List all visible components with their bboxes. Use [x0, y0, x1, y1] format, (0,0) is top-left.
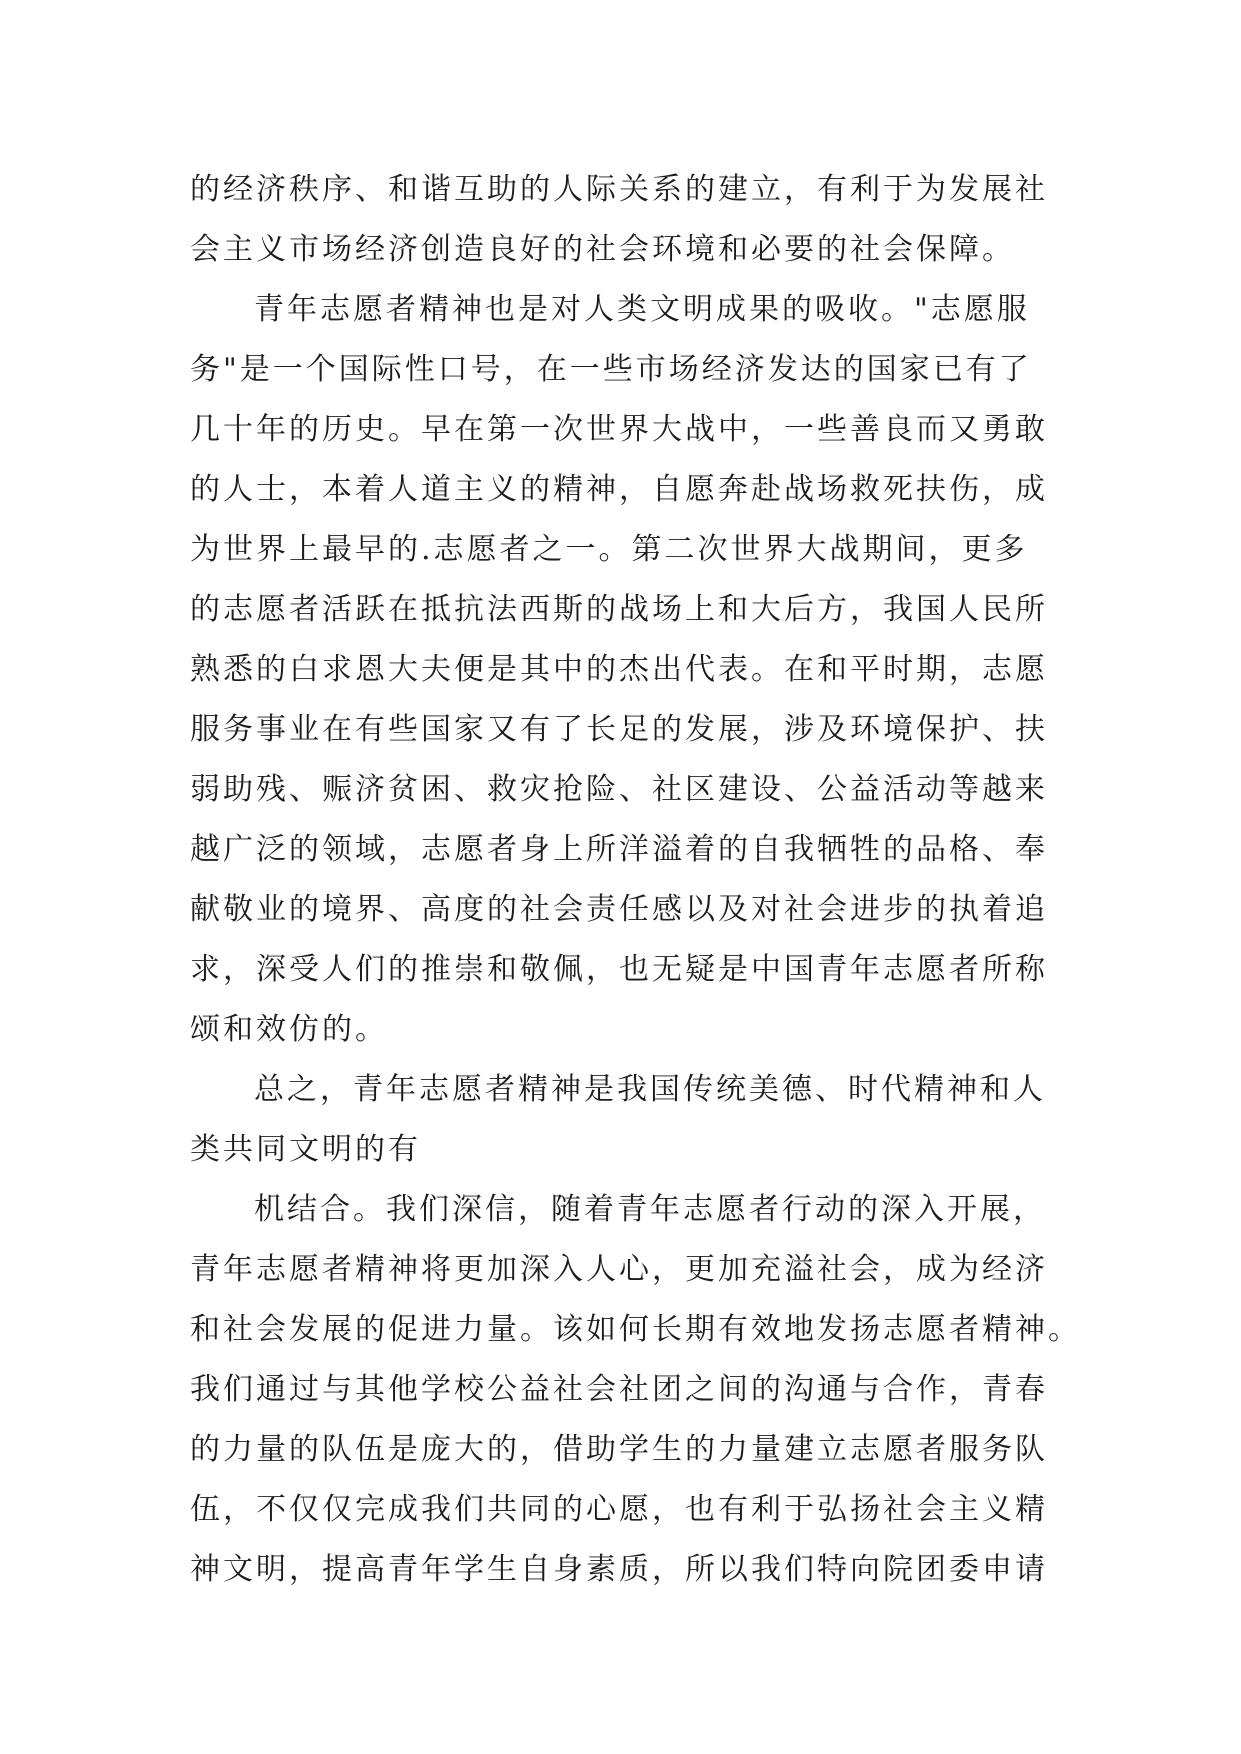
text-line: 务"是一个国际性口号，在一些市场经济发达的国家已有了	[190, 352, 1032, 387]
text-line: 我们通过与其他学校公益社会社团之间的沟通与合作，青春	[190, 1372, 1048, 1407]
text-line: 熟悉的白求恩大夫便是其中的杰出代表。在和平时期，志愿	[190, 652, 1048, 687]
paragraph-start-line: 青年志愿者精神也是对人类文明成果的吸收。"志愿服	[254, 292, 1030, 327]
text-line: 神文明，提高青年学生自身素质，所以我们特向院团委申请	[190, 1552, 1048, 1587]
text-line: 伍，不仅仅完成我们共同的心愿，也有利于弘扬社会主义精	[190, 1492, 1048, 1527]
text-line: 献敬业的境界、高度的社会责任感以及对社会进步的执着追	[190, 892, 1048, 927]
paragraph-start-line: 机结合。我们深信，随着青年志愿者行动的深入开展，	[254, 1192, 1046, 1227]
paragraph-start-line: 总之，青年志愿者精神是我国传统美德、时代精神和人	[254, 1072, 1046, 1107]
text-line: 和社会发展的促进力量。该如何长期有效地发扬志愿者精神。	[190, 1312, 1081, 1347]
text-line: 越广泛的领域，志愿者身上所洋溢着的自我牺牲的品格、奉	[190, 832, 1048, 867]
text-line: 的人士，本着人道主义的精神，自愿奔赴战场救死扶伤，成	[190, 472, 1048, 507]
text-line: 会主义市场经济创造良好的社会环境和必要的社会保障。	[190, 232, 1015, 267]
text-line: 服务事业在有些国家又有了长足的发展，涉及环境保护、扶	[190, 712, 1048, 747]
text-line: 的志愿者活跃在抵抗法西斯的战场上和大后方，我国人民所	[190, 592, 1048, 627]
text-line: 颂和效仿的。	[190, 1012, 388, 1047]
text-line: 求，深受人们的推崇和敬佩，也无疑是中国青年志愿者所称	[190, 952, 1048, 987]
text-line: 的经济秩序、和谐互助的人际关系的建立，有利于为发展社	[190, 172, 1048, 207]
text-line: 几十年的历史。早在第一次世界大战中，一些善良而又勇敢	[190, 412, 1048, 447]
text-line: 青年志愿者精神将更加深入人心，更加充溢社会，成为经济	[190, 1252, 1048, 1287]
text-line: 类共同文明的有	[190, 1132, 421, 1167]
text-line: 弱助残、赈济贫困、救灾抢险、社区建设、公益活动等越来	[190, 772, 1048, 807]
text-line: 为世界上最早的.志愿者之一。第二次世界大战期间，更多	[190, 532, 1028, 567]
body-text	[190, 160, 1081, 1600]
text-line: 的力量的队伍是庞大的，借助学生的力量建立志愿者服务队	[190, 1432, 1048, 1467]
